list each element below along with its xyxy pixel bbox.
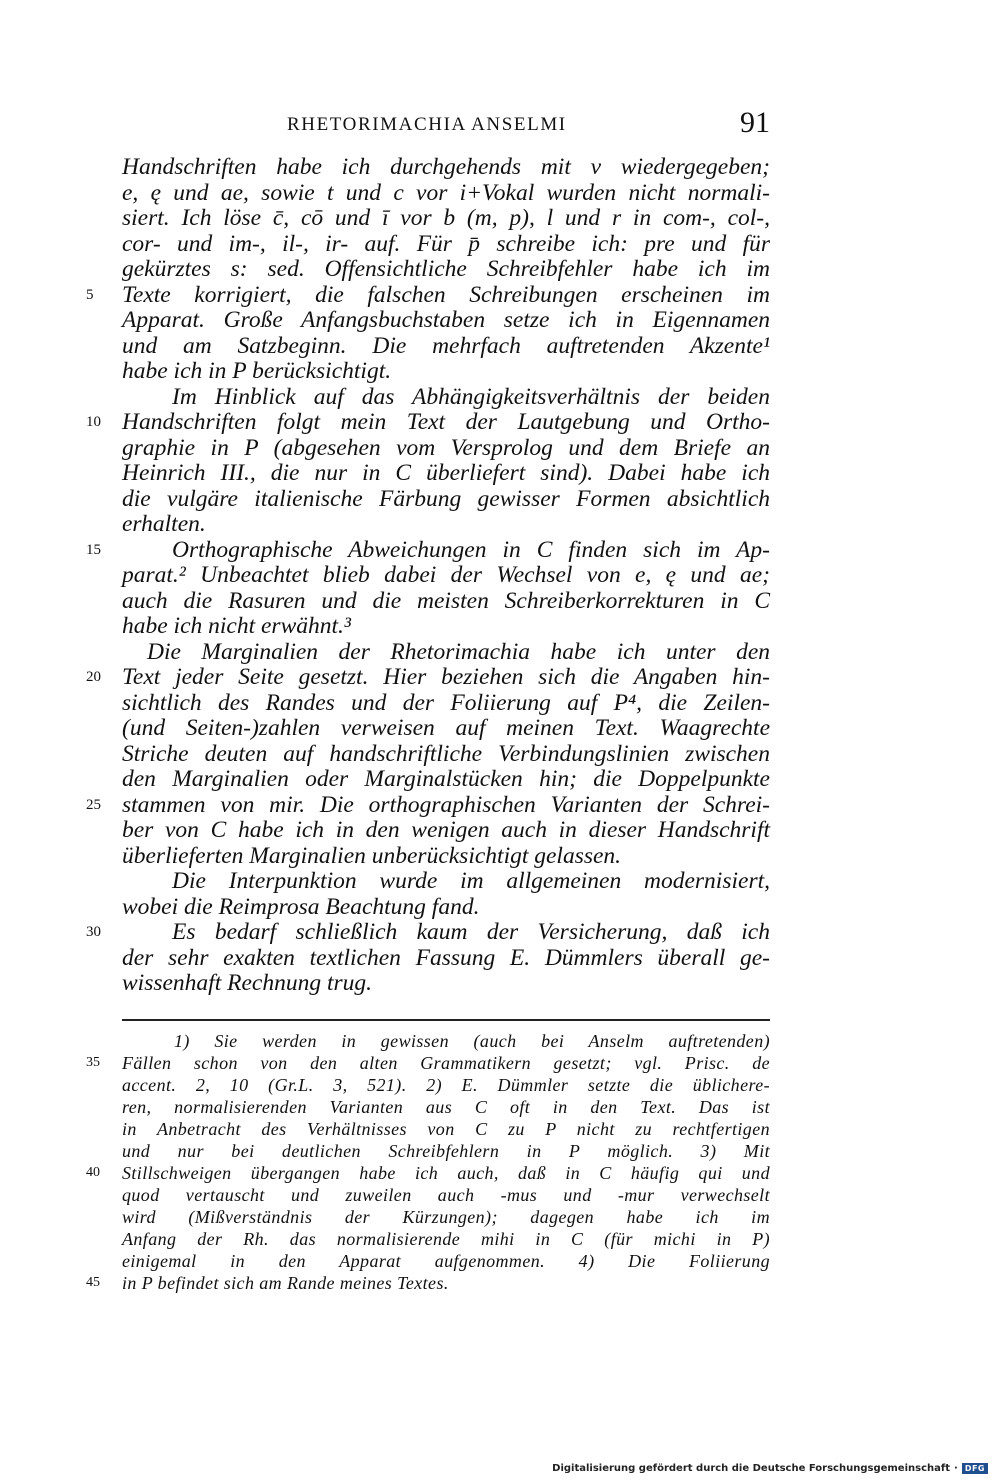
text-line: Die Interpunktion wurde im allgemeinen modernisiert,	[172, 868, 770, 894]
text-line: Text jeder Seite gesetzt. Hier beziehen sich die Angaben hin-	[122, 664, 770, 690]
footnote-line: Anfang der Rh. das normalisierende mihi in C (für michi in P)	[122, 1229, 770, 1249]
text-line: Striche deuten auf handschriftliche Verbindungslinien zwischen	[122, 740, 770, 767]
text-line: erhalten.	[122, 511, 206, 537]
running-head	[122, 106, 770, 144]
footnote-line: einigemal in den Apparat aufgenommen. 4) Die Foliierung	[122, 1251, 770, 1271]
footnote-line: Fällen schon von den alten Grammatikern gesetzt; vgl. Prisc. de	[122, 1053, 770, 1073]
footnote-line: ren, normalisierenden Varianten aus C oft in den Text. Das ist	[122, 1097, 770, 1117]
text-line: siert. Ich löse c̄, cō und ī vor b (m, p), l und r in com-, col-,	[122, 205, 770, 231]
text-line: überlieferten Marginalien unberücksichtigt gelassen.	[122, 842, 622, 869]
text-line: Im Hinblick auf das Abhängigkeitsverhältnis der beiden	[172, 383, 770, 410]
text-line: wissenhaft Rechnung trug.	[122, 970, 372, 996]
footer-credit: Digitalisierung gefördert durch die Deutsche Forschungsgemeinschaft	[552, 1463, 951, 1474]
footnote-line: Stillschweigen übergangen habe ich auch, daß in C häufig qui und	[122, 1163, 770, 1183]
footnote-line: 1) Sie werden in gewissen (auch bei Anselm auftretenden)	[174, 1031, 770, 1051]
text-line: der sehr exakten textlichen Fassung E. Dümmlers überall ge-	[122, 944, 770, 971]
text-line: parat.² Unbeachtet blieb dabei der Wechsel von e, ę und ae;	[122, 562, 770, 588]
text-line: Handschriften habe ich durchgehends mit v wiedergegeben;	[122, 154, 770, 180]
text-line: Es bedarf schließlich kaum der Versicherung, daß ich	[172, 919, 770, 945]
text-line: Orthographische Abweichungen in C finden sich im Ap-	[172, 536, 770, 563]
line-number: 45	[86, 1275, 100, 1290]
text-line: cor- und im-, il-, ir- auf. Für p̄ schreibe ich: pre und für	[122, 230, 770, 257]
footnote-line: wird (Mißverständnis der Kürzungen); dagegen habe ich im	[122, 1207, 770, 1227]
text-line: Die Marginalien der Rhetorimachia habe ich unter den	[147, 638, 770, 665]
line-number: 35	[86, 1055, 100, 1070]
text-line: wobei die Reimprosa Beachtung fand.	[122, 893, 480, 920]
text-line: Texte korrigiert, die falschen Schreibungen erscheinen im	[122, 281, 770, 308]
footnote-line: quod vertauscht und zuweilen auch -mus und -mur verwechselt	[122, 1185, 770, 1205]
page-number: 91	[740, 106, 770, 139]
dfg-logo: DFG	[962, 1463, 988, 1474]
text-line: sichtlich des Randes und der Foliierung auf P⁴, die Zeilen-	[122, 689, 770, 716]
line-number: 30	[86, 924, 101, 940]
text-line: Handschriften folgt mein Text der Lautgebung und Ortho-	[122, 409, 770, 435]
text-line: Heinrich III., die nur in C überliefert sind). Dabei habe ich	[122, 460, 770, 486]
line-number: 20	[86, 669, 101, 685]
text-line: habe ich nicht erwähnt.³	[122, 613, 351, 639]
footer-separator: ·	[954, 1463, 958, 1474]
line-number: 10	[86, 414, 101, 430]
text-line: die vulgäre italienische Färbung gewisser Formen absichtlich	[122, 485, 770, 512]
footnote-line: in Anbetracht des Verhältnisses von C zu P nicht zu rechtfertigen	[122, 1119, 770, 1139]
text-line: habe ich in P berücksichtigt.	[122, 358, 392, 384]
line-number: 5	[86, 286, 94, 303]
digitization-footer	[552, 1463, 988, 1474]
text-line: und am Satzbeginn. Die mehrfach auftretenden Akzente¹	[122, 332, 770, 359]
text-line: gekürztes s: sed. Offensichtliche Schreibfehler habe ich im	[122, 256, 770, 282]
text-line: (und Seiten-)zahlen verweisen auf meinen Text. Waagrechte	[122, 715, 770, 741]
text-line: graphie in P (abgesehen vom Versprolog und dem Briefe an	[122, 434, 770, 461]
text-line: Apparat. Große Anfangsbuchstaben setze ich in Eigennamen	[122, 307, 770, 333]
text-line: e, ę und ae, sowie t und c vor i+Vokal wurden nicht normali-	[122, 179, 770, 206]
footnote-line: in P befindet sich am Rande meines Textes.	[122, 1273, 449, 1293]
line-number: 15	[86, 541, 101, 558]
footnote-line: accent. 2, 10 (Gr.L. 3, 521). 2) E. Dümmler setzte die üblichere-	[122, 1075, 770, 1095]
footnote-line: und nur bei deutlichen Schreibfehlern in P möglich. 3) Mit	[122, 1141, 770, 1161]
running-head-title: RHETORIMACHIA ANSELMI	[287, 114, 567, 135]
footnote-rule	[122, 1019, 770, 1021]
line-number: 25	[86, 796, 101, 813]
line-number: 40	[86, 1165, 100, 1180]
text-line: den Marginalien oder Marginalstücken hin; die Doppelpunkte	[122, 766, 770, 792]
text-line: ber von C habe ich in den wenigen auch in dieser Handschrift	[122, 817, 770, 843]
text-line: auch die Rasuren und die meisten Schreiberkorrekturen in C	[122, 587, 770, 614]
text-line: stammen von mir. Die orthographischen Varianten der Schrei-	[122, 791, 770, 818]
